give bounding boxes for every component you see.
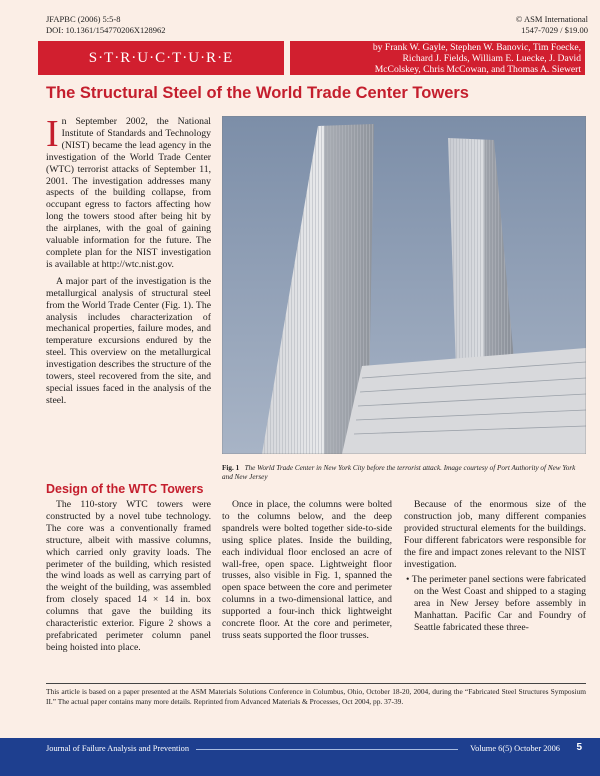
figure-caption-text: The World Trade Center in New York City before the terrorist attack. Image courtesy of Port Authority of New York and New Jersey	[222, 464, 576, 482]
paragraph: The 110-story WTC towers were constructed by a novel tube technology. The core was a conventionally framed structure, albeit with massive columns, which carried only gravity loads. The perimeter of the building, which resisted the wind loads as well as carrying part of the weight of the building, was assembled from closely spaced 14 × 14 in. box columns that gave the building its characteristic exterior. Figure 2 shows a prefabricated perimeter column panel being hoisted into place.	[46, 499, 211, 653]
authors-line: Richard J. Fields, William E. Luecke, J. David	[402, 53, 581, 65]
bullet-item: • The perimeter panel sections were fabricated on the West Coast and shipped to a staging area in New Jersey before assembly in Manhattan. Pacific Car and Foundry of Seattle fabricated these three-	[406, 574, 586, 634]
design-column-1	[46, 499, 211, 654]
figure-caption-label: Fig. 1	[222, 464, 240, 472]
footnote: This article is based on a paper presented at the ASM Materials Solutions Conference in Columbus, Ohio, October 18-20, 2004, during the “Fabricated Steel Structures Symposium II.” The actual paper contains many more details. Reprinted from Advanced Materials & Processes, Oct 2004, pp. 37-39.	[46, 687, 586, 706]
page-number: 5	[576, 742, 582, 753]
intro-column	[46, 113, 211, 407]
paragraph: Because of the enormous size of the construction job, many different companies provided structural elements for the buildings. Four different fabricators were responsible for the fire and impact zones relevant to the NIST investigation.	[404, 499, 586, 570]
wtc-towers-photo	[222, 116, 586, 454]
footer-issue: Volume 6(5) October 2006	[470, 744, 560, 753]
copyright: © ASM International	[515, 14, 588, 24]
design-column-3	[404, 499, 586, 634]
section-banner: S·T·R·U·C·T·U·R·E	[38, 41, 284, 75]
article-meta-left	[46, 14, 165, 36]
paragraph: A major part of the investigation is the metallurgical analysis of structural steel from the World Trade Center (Fig. 1). The analysis includes characterization of mechanical properties, failure modes, and temperature excursions endured by the steel. This overview on the metallurgical investigation describes the structure of the towers, steel recovered from the site, and special issues faced in the analysis of the steel.	[46, 275, 211, 406]
intro-paragraph	[46, 113, 211, 271]
figure-caption	[222, 464, 584, 483]
footer-rule	[196, 749, 458, 750]
authors-line: McColskey, Chris McCowan, and Thomas A. Siewert	[374, 64, 581, 76]
drop-cap: I	[46, 113, 59, 155]
footer-journal-name: Journal of Failure Analysis and Prevention	[46, 744, 190, 753]
article-title: The Structural Steel of the World Trade Center Towers	[46, 84, 469, 102]
author-banner	[290, 41, 585, 75]
journal-code: JFAPBC (2006) 5:5-8	[46, 14, 121, 24]
doi: DOI: 10.1361/154770206X128962	[46, 25, 166, 35]
intro-text: n September 2002, the National Institute of Standards and Technology (NIST) became the lead agency in the investigation of the World Trade Center (WTC) terrorist attacks of September 11, 2001. The investigation addresses many aspects of the building collapse, from occupant egress to factors affecting how long the towers stood after being hit by the airplanes, with the goal of gaining valuable information for the future. The complete plan for the NIST investigation is available at http://wtc.nist.gov.	[46, 116, 211, 270]
issn: 1547-7029 / $19.00	[521, 25, 588, 35]
authors-line: by Frank W. Gayle, Stephen W. Banovic, Tim Foecke,	[372, 42, 581, 53]
paragraph: Once in place, the columns were bolted to the columns below, and the deep spandrels were bolted together side-to-side using splice plates. Inside the building, each individual floor enclosed an acre of wall-free, open space. Lightweight floor trusses, also visible in Fig. 1, spanned the open space between the core and perimeter columns in a two-dimensional lattice, and supported a four-inch thick lightweight concrete floor. At the core and perimeter, truss seats supported the floor trusses.	[222, 499, 392, 641]
footnote-divider	[46, 683, 586, 684]
design-column-2	[222, 499, 392, 642]
article-meta-right	[516, 14, 588, 36]
section-heading: Design of the WTC Towers	[46, 482, 204, 496]
